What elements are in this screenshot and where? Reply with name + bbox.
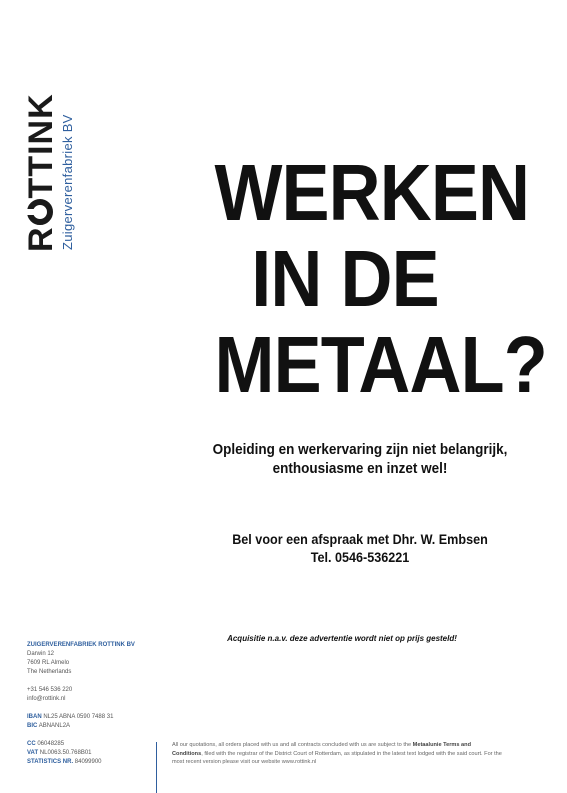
company-street: Darwin 12 [27,651,55,657]
company-vat-row [27,749,167,758]
company-stat-row [27,758,167,767]
terms-bold: Metaalunie Terms and Conditions [172,742,472,757]
call-to-action [207,530,513,566]
vat-value: NL0063.50.768B01 [39,750,92,756]
subheading-line-1: Opleiding en werkervaring zijn niet belangrijk, [212,441,508,458]
terms-part-1: All our quotations, all orders placed with us and all contracts concluded with us are subject to the [172,742,413,748]
logo-rotated [24,62,80,252]
company-city: 7609 RL Almelo [27,660,70,666]
stat-label: STATISTICS NR. [27,759,74,765]
headline-line-1: WERKEN [214,148,530,237]
vat-label: VAT [27,750,39,756]
headline [214,148,547,409]
logo-o-symbol-icon [27,199,53,225]
headline-line-3: METAAL? [214,320,547,409]
company-country: The Netherlands [27,669,72,675]
call-line-1: Bel voor een afspraak met Dhr. W. Embsen [232,531,488,547]
company-details [27,641,167,767]
logo-letters-ttink: TTINK [22,93,60,199]
company-email: info@rottink.nl [27,696,66,702]
company-logo [24,62,80,252]
logo-letter-r: R [22,226,60,252]
iban-label: IBAN [27,714,42,720]
footer-divider [156,742,157,793]
subheading-line-2: enthousiasme en inzet wel! [272,460,448,477]
cc-label: CC [27,741,36,747]
terms-part-2: , filed with the registrar of the District Court of Rotterdam, as stipulated in the latest text lodged with the said court. For the most recent version please visit our website www.rottink.nl [172,750,502,765]
logo-subtitle: Zuigerverenfabriek BV [60,114,75,250]
logo-wordmark [24,93,58,252]
headline-line-2: IN DE [251,234,439,323]
acquisition-note: Acquisitie n.a.v. deze advertentie wordt niet op prijs gesteld! [227,634,457,643]
company-iban-row [27,713,167,722]
company-phone: +31 546 536 220 [27,687,73,693]
call-phone: Tel. 0546-536221 [310,549,410,565]
iban-value: NL25 ABNA 0590 7488 31 [43,714,114,720]
company-bic-row [27,722,167,731]
terms-text [172,741,502,767]
company-name: ZUIGERVERENFABRIEK ROTTINK BV [27,642,135,648]
bic-value: ABNANL2A [38,723,71,729]
company-cc-row [27,740,167,749]
subheading [207,440,513,478]
stat-value: 84099900 [74,759,102,765]
bic-label: BIC [27,723,38,729]
cc-value: 06048285 [37,741,65,747]
